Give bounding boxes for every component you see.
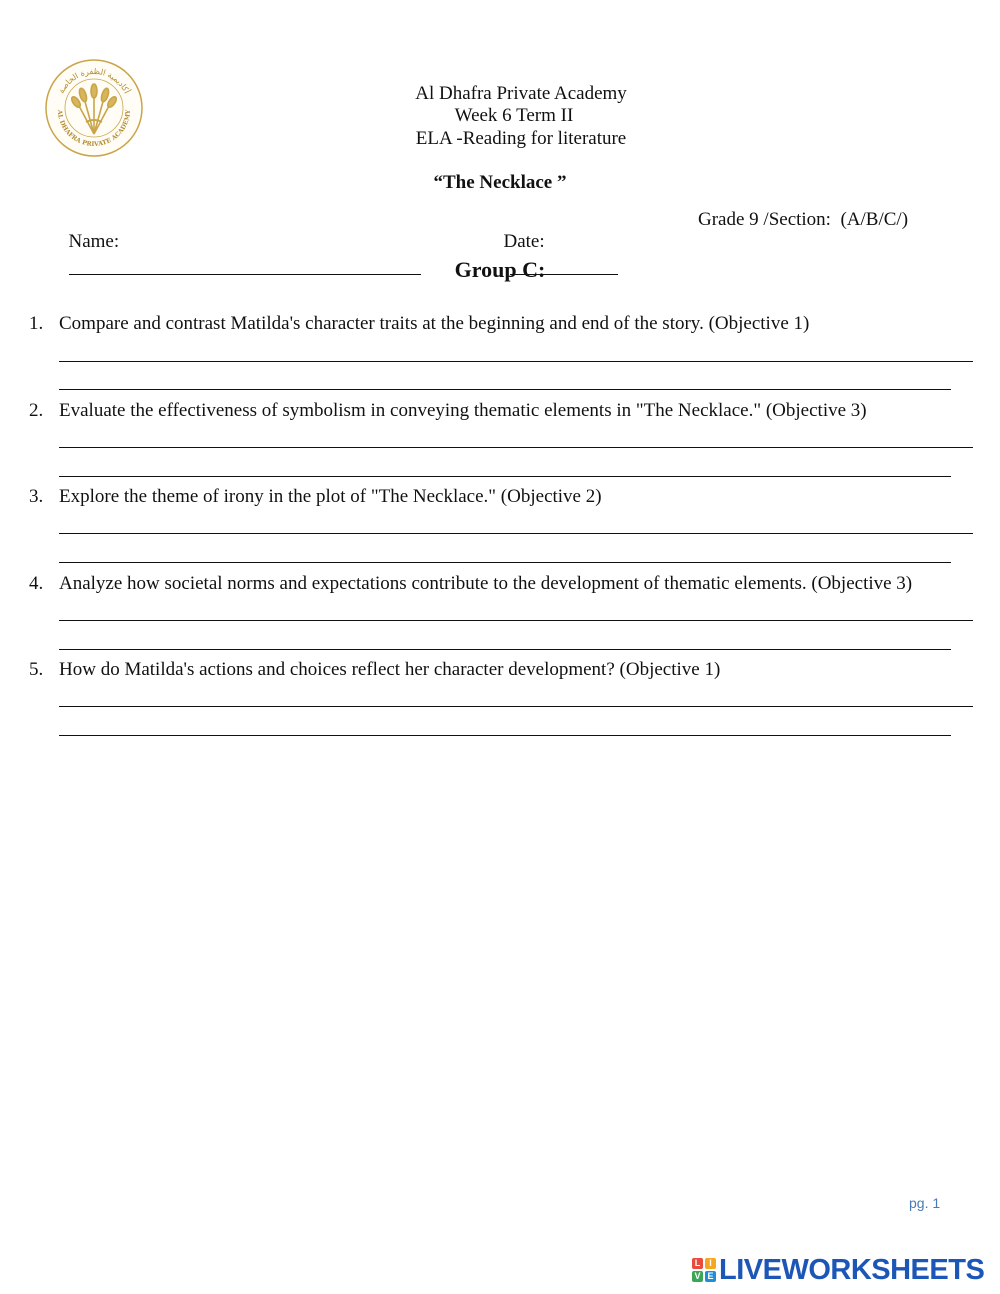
- page-number: pg. 1: [909, 1195, 941, 1211]
- question-text: Evaluate the effectiveness of symbolism in conveying thematic elements in "The Necklace." (Objective 3): [59, 400, 867, 421]
- school-name: Al Dhafra Private Academy: [415, 83, 627, 104]
- brand-letter: E: [705, 1271, 716, 1282]
- answer-line[interactable]: [59, 562, 951, 563]
- liveworksheets-brand[interactable]: [692, 1253, 984, 1287]
- answer-line[interactable]: [59, 361, 973, 362]
- answer-line[interactable]: [59, 620, 973, 621]
- group-heading: Group C:: [454, 257, 546, 282]
- answer-line[interactable]: [59, 649, 951, 650]
- brand-letter: L: [692, 1258, 703, 1269]
- name-label: Name:: [68, 231, 120, 252]
- brand-text: LIVEWORKSHEETS: [719, 1253, 985, 1286]
- answer-line[interactable]: [59, 389, 951, 390]
- answer-line[interactable]: [59, 706, 973, 707]
- liveworksheets-logo-icon: [692, 1258, 716, 1282]
- answer-line[interactable]: [59, 735, 951, 736]
- question-text: Analyze how societal norms and expectations contribute to the development of thematic elements. (Objective 3): [59, 573, 913, 594]
- question-text: How do Matilda's actions and choices reflect her character development? (Objective 1): [59, 659, 721, 680]
- question-text: Explore the theme of irony in the plot of "The Necklace." (Objective 2): [59, 486, 602, 507]
- question-3: [29, 486, 989, 508]
- question-number: 2.: [29, 400, 44, 421]
- question-number: 1.: [29, 313, 44, 334]
- logo-english-text: AL DHAFRA PRIVATE ACADEMY: [55, 109, 133, 149]
- answer-line[interactable]: [59, 533, 973, 534]
- answer-line[interactable]: [59, 476, 951, 477]
- question-number: 4.: [29, 573, 44, 594]
- date-label: Date:: [503, 231, 545, 252]
- question-number: 3.: [29, 486, 44, 507]
- question-5: [29, 659, 989, 681]
- question-1: [29, 313, 989, 335]
- question-number: 5.: [29, 659, 44, 680]
- answer-line[interactable]: [59, 447, 973, 448]
- brand-letter: I: [705, 1258, 716, 1269]
- question-4: [29, 573, 989, 595]
- subject: ELA -Reading for literature: [415, 128, 627, 149]
- grade-section: Grade 9 /Section: (A/B/C/): [698, 209, 909, 230]
- worksheet-title: “The Necklace ”: [433, 172, 567, 193]
- logo-arabic-text: أكاديمية الظفرة الخاصة: [56, 66, 132, 96]
- brand-letter: V: [692, 1271, 703, 1282]
- question-text: Compare and contrast Matilda's character traits at the beginning and end of the story. (Objective 1): [59, 313, 810, 334]
- week-term: Week 6 Term II: [454, 105, 574, 126]
- question-2: [29, 400, 989, 422]
